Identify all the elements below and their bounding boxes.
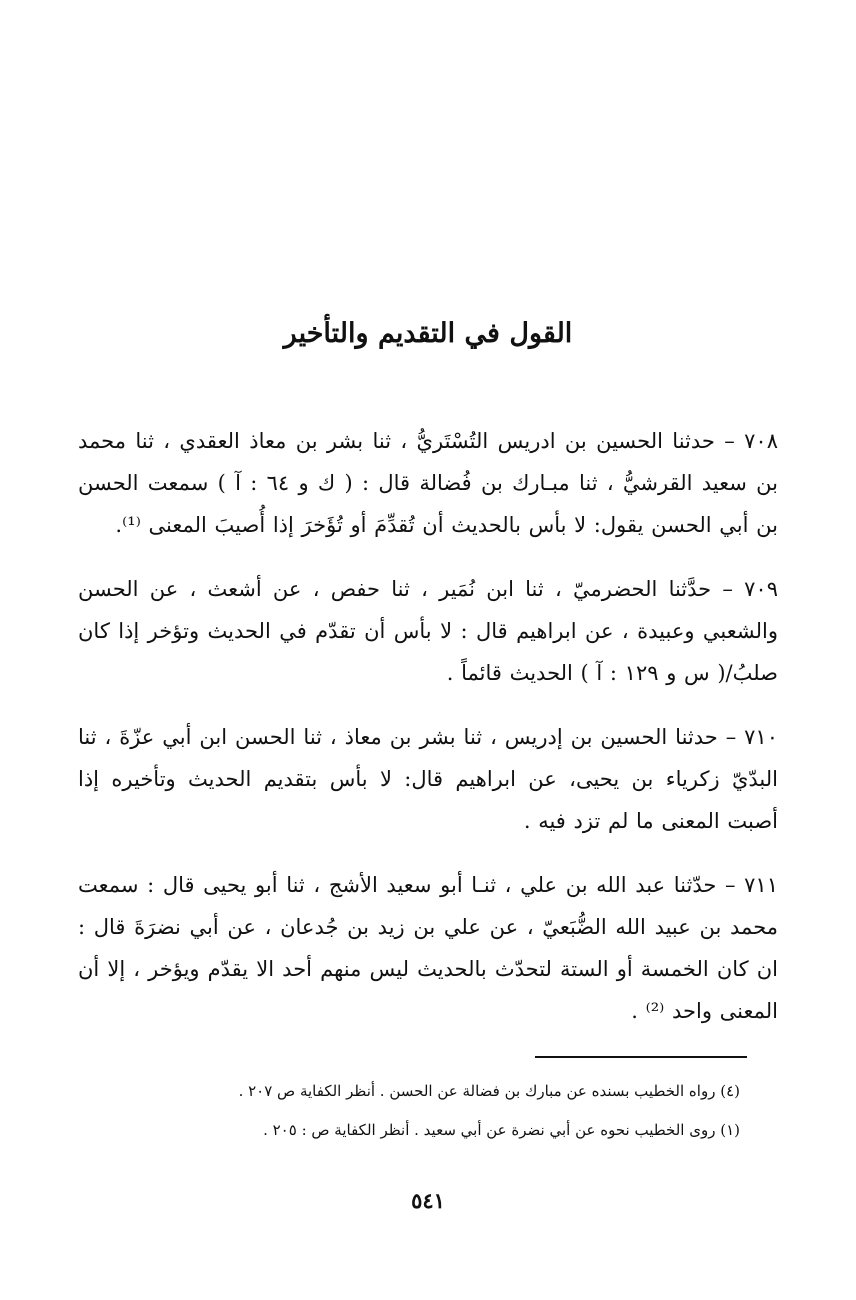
footnote-separator xyxy=(535,1056,747,1058)
hadith-number: ٧٠٨ – xyxy=(724,429,778,453)
hadith-number: ٧٠٩ – xyxy=(722,577,778,601)
hadith-number: ٧١١ – xyxy=(725,873,778,897)
hadith-709 xyxy=(78,568,778,694)
page-number: ٥٤١ xyxy=(411,1188,445,1213)
footnote-4: (٤) رواه الخطيب بسنده عن مبارك بن فضالة عن الحسن . أنظر الكفاية ص ٢٠٧ . xyxy=(238,1082,740,1100)
footnote-1: (١) روى الخطيب نحوه عن أبي نضرة عن أبي سعيد . أنظر الكفاية ص : ٢٠٥ . xyxy=(263,1121,740,1139)
hadith-text: حدّثنا عبد الله بن علي ، ثنـا أبو سعيد الأشج ، ثنا أبو يحيى قال : سمعت محمد بن عبيد الله الضُّبَعيّ ، عن علي بن زيد بن جُدعان ، عن أبي نضرَةَ قال : ان كان الخمسة أو الستة لتحدّث بالحديث ليس منهم أحد الا يقدّم ويؤخر ، إلا أن المعنى واحد ⁽²⁾ . xyxy=(78,873,778,1023)
footnotes xyxy=(140,1080,740,1158)
chapter-title: القول في التقديم والتأخير xyxy=(283,318,573,349)
hadith-text: حدثنا الحسين بن إدريس ، ثنا بشر بن معاذ ، ثنا الحسن ابن أبي عزّةَ ، ثنا البدّيّ زكرياء بن يحيى، عن ابراهيم قال: لا بأس بتقديم الحديث وتأخيره إذا أصبت المعنى ما لم تزد فيه . xyxy=(78,725,778,833)
hadith-708 xyxy=(78,420,778,546)
hadith-711 xyxy=(78,864,778,1032)
hadith-710 xyxy=(78,716,778,842)
hadith-list xyxy=(78,420,778,1054)
hadith-text: حدَّثنا الحضرميّ ، ثنا ابن نُمَير ، ثنا حفص ، عن أشعث ، عن الحسن والشعبي وعبيدة ، عن ابراهيم قال : لا بأس أن تقدّم في الحديث وتؤخر إذا كان صلبُ/( س و ١٢٩ : آ ) الحديث قائماً . xyxy=(78,577,778,685)
hadith-number: ٧١٠ – xyxy=(725,725,778,749)
hadith-text: حدثنا الحسين بن ادريس التُسْتَريُّ ، ثنا بشر بن معاذ العقدي ، ثنا محمد بن سعيد القرشيُّ ، ثنا مبـارك بن فُضالة قال : ( ك و ٦٤ : آ ) سمعت الحسن بن أبي الحسن يقول: لا بأس بالحديث أن تُقدِّمَ أو تُؤَخرَ إذا أُصيبَ المعنى ⁽¹⁾. xyxy=(78,429,778,537)
